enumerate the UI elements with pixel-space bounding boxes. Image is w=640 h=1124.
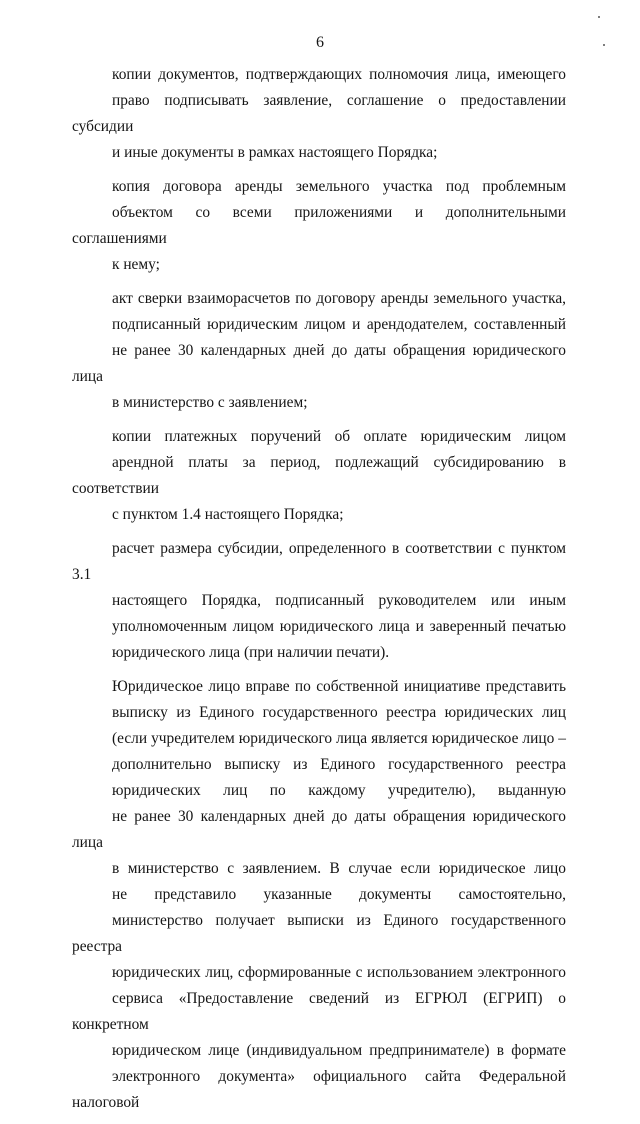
paragraph-line: не представило указанные документы самостоятельно, — [112, 886, 566, 903]
page-number: 6 — [316, 34, 324, 51]
paragraph-line: с пунктом 1.4 настоящего Порядка; — [112, 506, 344, 523]
paragraph-line: арендной платы за период, подлежащий субсидированию в соответствии — [72, 454, 566, 497]
paragraph-line: настоящего Порядка, подписанный руководителем или иным — [112, 592, 566, 609]
paragraph-line: и иные документы в рамках настоящего Порядка; — [112, 144, 438, 161]
paragraph-line: в министерство с заявлением. В случае если юридическое лицо — [112, 860, 566, 877]
paragraph-line: юридического лица (при наличии печати). — [112, 644, 390, 661]
paragraph-line: к нему; — [112, 256, 160, 273]
paragraph-line: объектом со всеми приложениями и дополнительными соглашениями — [72, 204, 566, 247]
paragraph-line: министерство получает выписки из Единого государственного реестра — [72, 912, 566, 955]
paragraph-line: не ранее 30 календарных дней до даты обращения юридического лица — [72, 342, 566, 385]
paragraph-line: юридическом лице (индивидуальном предпринимателе) в формате — [112, 1042, 566, 1059]
paragraph-line: расчет размера субсидии, определенного в соответствии с пунктом 3.1 — [72, 540, 566, 583]
paragraph-line: юридических лиц по каждому учредителю), выданную — [112, 782, 566, 799]
paragraph-line: выписку из Единого государственного реестра юридических лиц — [112, 704, 566, 721]
paragraph-line: подписанный юридическим лицом и арендодателем, составленный — [112, 316, 566, 333]
paragraph-line: право подписывать заявление, соглашение о предоставлении субсидии — [72, 92, 566, 135]
paragraph-line: копия договора аренды земельного участка под проблемным — [112, 178, 566, 195]
paragraph-reconciliation-act — [72, 286, 566, 416]
paragraph-line: в министерство с заявлением; — [112, 394, 308, 411]
paragraph-line: юридических лиц, сформированные с использованием электронного — [112, 964, 566, 981]
paragraph-line: копии платежных поручений об оплате юридическим лицом — [112, 428, 566, 445]
paragraph-representative-authority — [72, 62, 566, 166]
paragraph-line: сервиса «Предоставление сведений из ЕГРЮЛ (ЕГРИП) о конкретном — [72, 990, 566, 1033]
paragraph-line: электронного документа» официального сайта Федеральной налоговой — [72, 1068, 566, 1111]
paragraph-payment-orders — [72, 424, 566, 528]
paragraph-line: акт сверки взаиморасчетов по договору аренды земельного участка, — [112, 290, 566, 307]
paragraph-line: дополнительно выписку из Единого государственного реестра — [112, 756, 566, 773]
document-body — [72, 62, 566, 1124]
paragraph-line: (если учредителем юридического лица является юридическое лицо – — [112, 730, 566, 747]
paragraph-line: не ранее 30 календарных дней до даты обращения юридического лица — [72, 808, 566, 851]
paragraph-subsidy-calculation — [72, 536, 566, 666]
paragraph-line: уполномоченным лицом юридического лица и заверенный печатью — [112, 618, 566, 635]
scan-speck — [598, 16, 600, 18]
paragraph-egrul-extract — [72, 674, 566, 1116]
paragraph-line: Юридическое лицо вправе по собственной инициативе представить — [112, 678, 566, 695]
paragraph-line: копии документов, подтверждающих полномочия лица, имеющего — [112, 66, 566, 83]
scan-speck — [603, 44, 605, 46]
paragraph-lease-agreement — [72, 174, 566, 278]
